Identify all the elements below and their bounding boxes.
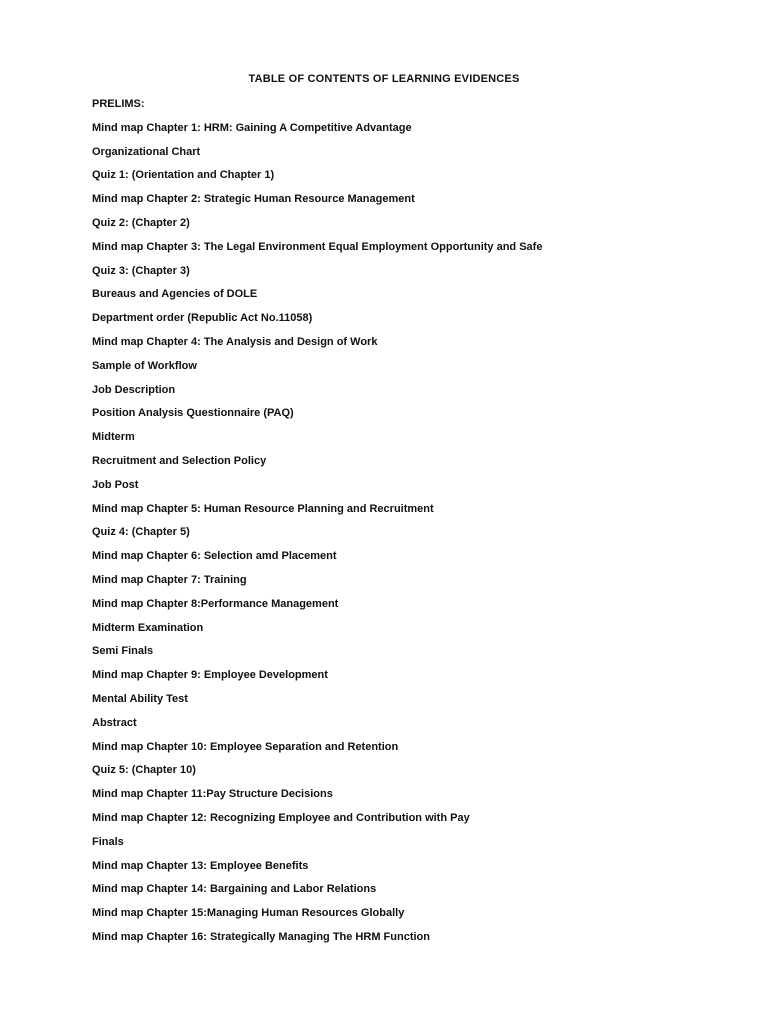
toc-entry: Mental Ability Test	[92, 692, 188, 705]
toc-entry: Mind map Chapter 2: Strategic Human Resource Management	[92, 193, 415, 206]
toc-entry: Quiz 2: (Chapter 2)	[92, 216, 190, 229]
toc-entry: Department order (Republic Act No.11058)	[92, 312, 313, 325]
toc-entry: Abstract	[92, 716, 137, 729]
toc-entry: Mind map Chapter 1: HRM: Gaining A Competitive Advantage	[92, 121, 412, 134]
toc-section-heading: Semi Finals	[92, 645, 154, 658]
toc-entry: Quiz 1: (Orientation and Chapter 1)	[92, 169, 275, 182]
toc-entry: Mind map Chapter 13: Employee Benefits	[92, 859, 309, 872]
table-of-contents-list	[92, 98, 712, 955]
toc-entry: Recruitment and Selection Policy	[92, 454, 267, 467]
toc-section-heading: Midterm	[92, 431, 135, 444]
toc-entry: Organizational Chart	[92, 145, 201, 158]
toc-entry: Mind map Chapter 10: Employee Separation and Retention	[92, 740, 399, 753]
toc-entry: Mind map Chapter 9: Employee Development	[92, 669, 328, 682]
document-title: TABLE OF CONTENTS OF LEARNING EVIDENCES	[248, 73, 520, 85]
toc-entry: Mind map Chapter 11:Pay Structure Decisions	[92, 788, 333, 801]
toc-entry: Mind map Chapter 5: Human Resource Planning and Recruitment	[92, 502, 434, 515]
toc-section-heading: Finals	[92, 835, 124, 848]
toc-entry: Quiz 4: (Chapter 5)	[92, 526, 190, 539]
toc-entry: Mind map Chapter 4: The Analysis and Design of Work	[92, 335, 378, 348]
toc-entry: Mind map Chapter 15:Managing Human Resources Globally	[92, 907, 405, 920]
toc-entry: Mind map Chapter 14: Bargaining and Labor Relations	[92, 883, 377, 896]
toc-entry: Sample of Workflow	[92, 359, 197, 372]
toc-entry: Midterm Examination	[92, 621, 204, 634]
toc-entry: Quiz 3: (Chapter 3)	[92, 264, 190, 277]
toc-entry: Quiz 5: (Chapter 10)	[92, 764, 196, 777]
toc-entry: Job Post	[92, 478, 139, 491]
toc-entry: Mind map Chapter 3: The Legal Environment Equal Employment Opportunity and Safe	[92, 240, 543, 253]
toc-entry: Mind map Chapter 16: Strategically Managing The HRM Function	[92, 930, 430, 943]
toc-entry: Position Analysis Questionnaire (PAQ)	[92, 407, 294, 420]
toc-section-heading: PRELIMS:	[92, 98, 145, 110]
toc-entry: Mind map Chapter 8:Performance Management	[92, 597, 339, 610]
toc-entry: Mind map Chapter 6: Selection amd Placement	[92, 550, 337, 563]
toc-entry: Mind map Chapter 12: Recognizing Employee and Contribution with Pay	[92, 811, 470, 824]
toc-entry: Mind map Chapter 7: Training	[92, 573, 247, 586]
toc-entry: Bureaus and Agencies of DOLE	[92, 288, 258, 301]
toc-entry: Job Description	[92, 383, 176, 396]
